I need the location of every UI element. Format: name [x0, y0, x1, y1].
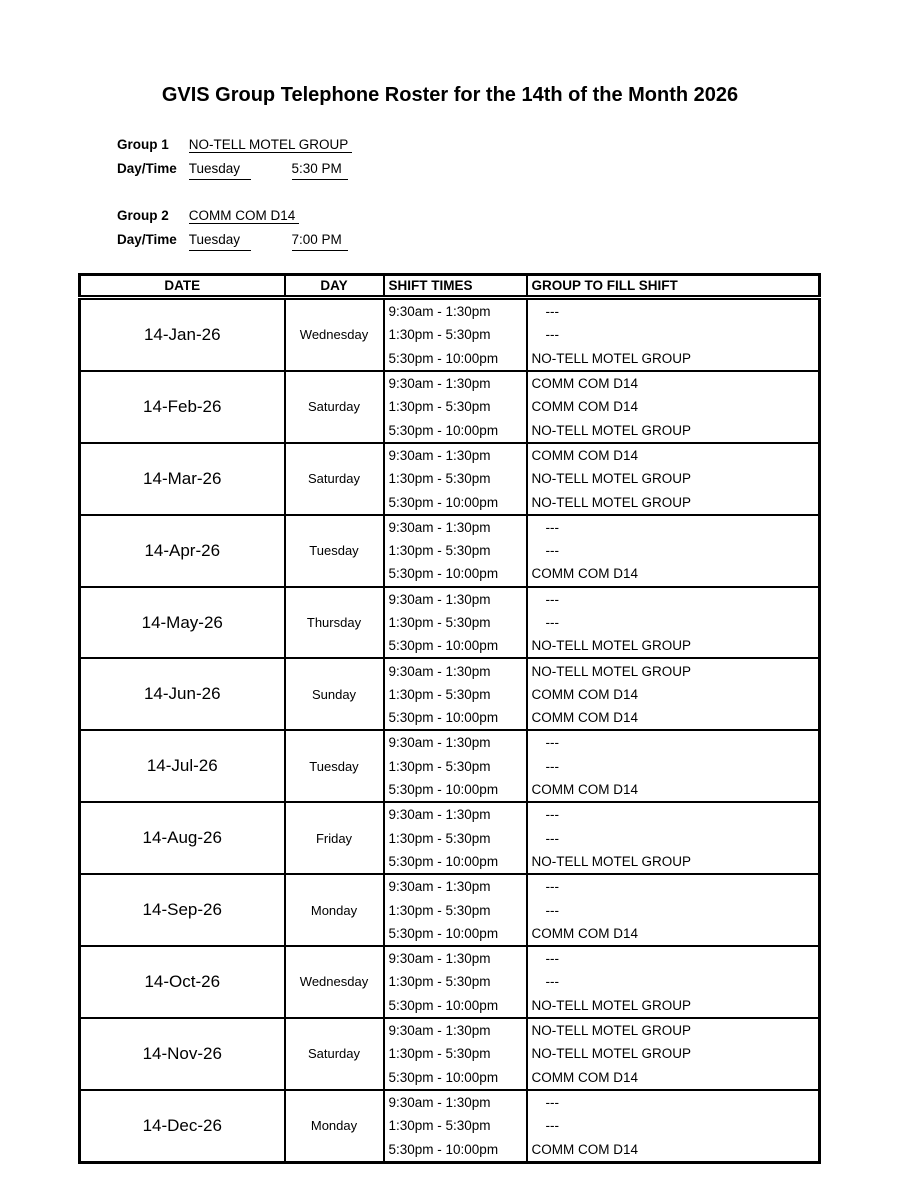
group-assignment: --- — [545, 758, 559, 774]
roster-row — [80, 658, 820, 730]
group-assignment: --- — [545, 304, 559, 320]
group-assignment: COMM COM D14 — [531, 782, 639, 798]
group-assignment: NO-TELL MOTEL GROUP — [531, 494, 692, 510]
group-assignment: COMM COM D14 — [531, 925, 639, 941]
date-cell: 14-Mar-26 — [80, 443, 285, 515]
group-2-time: 7:00 PM — [292, 230, 348, 251]
shift-time: 5:30pm - 10:00pm — [388, 638, 499, 654]
group-fill-cell — [527, 946, 820, 1018]
group-assignment: --- — [545, 879, 559, 895]
shift-time: 5:30pm - 10:00pm — [388, 422, 499, 438]
group-assignment: --- — [545, 519, 559, 535]
group-fill-cell — [527, 371, 820, 443]
shift-times-cell — [384, 371, 527, 443]
header-group-to-fill: GROUP TO FILL SHIFT — [527, 275, 820, 298]
shift-time: 9:30am - 1:30pm — [388, 807, 491, 823]
shift-time: 1:30pm - 5:30pm — [388, 830, 491, 846]
shift-time: 9:30am - 1:30pm — [388, 376, 491, 392]
shift-time: 9:30am - 1:30pm — [388, 1023, 491, 1039]
roster-row — [80, 730, 820, 802]
shift-time: 1:30pm - 5:30pm — [388, 327, 491, 343]
day-cell: Sunday — [285, 658, 384, 730]
group-assignment: --- — [545, 1118, 559, 1134]
group-assignment: --- — [545, 902, 559, 918]
roster-table-body — [80, 298, 820, 1163]
date-cell: 14-Feb-26 — [80, 371, 285, 443]
group-assignment: COMM COM D14 — [531, 1141, 639, 1157]
date-cell: 14-Nov-26 — [80, 1018, 285, 1090]
group-1-time: 5:30 PM — [292, 159, 348, 180]
shift-time: 5:30pm - 10:00pm — [388, 1069, 499, 1085]
roster-row — [80, 515, 820, 587]
group-1-name: NO-TELL MOTEL GROUP — [189, 137, 353, 153]
group-assignment: COMM COM D14 — [531, 566, 639, 582]
shift-time: 9:30am - 1:30pm — [388, 304, 491, 320]
shift-time: 1:30pm - 5:30pm — [388, 1046, 491, 1062]
shift-times-cell — [384, 658, 527, 730]
group-1-block — [117, 135, 900, 182]
date-cell: 14-Jan-26 — [80, 298, 285, 371]
day-cell: Wednesday — [285, 946, 384, 1018]
group-assignment: --- — [545, 327, 559, 343]
shift-time: 9:30am - 1:30pm — [388, 951, 491, 967]
group-assignment: --- — [545, 591, 559, 607]
group-2-name: COMM COM D14 — [189, 208, 300, 224]
group-assignment: COMM COM D14 — [531, 376, 639, 392]
day-cell: Saturday — [285, 443, 384, 515]
shift-time: 5:30pm - 10:00pm — [388, 1141, 499, 1157]
roster-row — [80, 1018, 820, 1090]
header-shift-times: SHIFT TIMES — [384, 275, 527, 298]
date-cell: 14-Dec-26 — [80, 1090, 285, 1162]
day-cell: Wednesday — [285, 298, 384, 371]
header-date: DATE — [80, 275, 285, 298]
shift-time: 1:30pm - 5:30pm — [388, 615, 491, 630]
roster-row — [80, 298, 820, 371]
group-assignment: COMM COM D14 — [531, 399, 639, 415]
shift-time: 5:30pm - 10:00pm — [388, 494, 499, 510]
group-fill-cell — [527, 730, 820, 802]
group-1-day: Tuesday — [189, 159, 251, 180]
shift-time: 5:30pm - 10:00pm — [388, 853, 499, 869]
group-fill-cell — [527, 1018, 820, 1090]
date-cell: 14-Jun-26 — [80, 658, 285, 730]
shift-time: 1:30pm - 5:30pm — [388, 686, 491, 702]
group-assignment: --- — [545, 807, 559, 823]
shift-time: 1:30pm - 5:30pm — [388, 471, 491, 487]
shift-time: 5:30pm - 10:00pm — [388, 782, 499, 798]
group-assignment: NO-TELL MOTEL GROUP — [531, 350, 692, 366]
roster-row — [80, 371, 820, 443]
shift-times-cell — [384, 730, 527, 802]
shift-times-cell — [384, 443, 527, 515]
shift-time: 1:30pm - 5:30pm — [388, 1118, 491, 1134]
group-2-day: Tuesday — [189, 230, 251, 251]
shift-times-cell — [384, 515, 527, 587]
shift-time: 1:30pm - 5:30pm — [388, 974, 491, 990]
roster-row — [80, 1090, 820, 1162]
shift-time: 5:30pm - 10:00pm — [388, 997, 499, 1013]
shift-time: 5:30pm - 10:00pm — [388, 350, 499, 366]
group-assignment: --- — [545, 974, 559, 990]
group-assignment: COMM COM D14 — [531, 447, 639, 463]
group-2-daytime-label: Day/Time — [117, 231, 177, 247]
date-cell: 14-Sep-26 — [80, 874, 285, 946]
group-fill-cell — [527, 1090, 820, 1162]
shift-time: 9:30am - 1:30pm — [388, 1094, 491, 1110]
shift-time: 9:30am - 1:30pm — [388, 447, 491, 463]
roster-row — [80, 946, 820, 1018]
group-2-name-line — [117, 206, 900, 230]
roster-row — [80, 874, 820, 946]
group-assignment: --- — [545, 735, 559, 751]
header-day: DAY — [285, 275, 384, 298]
group-assignment: --- — [545, 543, 559, 559]
group-fill-cell — [527, 802, 820, 874]
group-assignment: COMM COM D14 — [531, 686, 639, 702]
roster-table — [78, 273, 821, 1164]
page-title: GVIS Group Telephone Roster for the 14th of the Month 2026 — [161, 84, 739, 106]
date-cell: 14-Apr-26 — [80, 515, 285, 587]
shift-time: 5:30pm - 10:00pm — [388, 925, 499, 941]
group-assignment: --- — [545, 830, 559, 846]
roster-row — [80, 443, 820, 515]
group-2-label: Group 2 — [117, 208, 169, 223]
group-assignment: --- — [545, 951, 559, 967]
date-cell: 14-Oct-26 — [80, 946, 285, 1018]
shift-times-cell — [384, 874, 527, 946]
group-fill-cell — [527, 298, 820, 371]
shift-times-cell — [384, 802, 527, 874]
day-cell: Tuesday — [285, 730, 384, 802]
shift-times-cell — [384, 298, 527, 371]
shift-time: 9:30am - 1:30pm — [388, 879, 491, 895]
day-cell: Monday — [285, 1090, 384, 1162]
day-cell: Saturday — [285, 371, 384, 443]
date-cell: 14-May-26 — [80, 587, 285, 659]
date-cell: 14-Jul-26 — [80, 730, 285, 802]
day-cell: Friday — [285, 802, 384, 874]
group-assignment: NO-TELL MOTEL GROUP — [531, 1046, 692, 1062]
shift-time: 9:30am - 1:30pm — [388, 519, 491, 535]
roster-row — [80, 587, 820, 659]
shift-times-cell — [384, 587, 527, 659]
shift-time: 1:30pm - 5:30pm — [388, 399, 491, 415]
day-cell: Thursday — [285, 587, 384, 659]
group-assignment: NO-TELL MOTEL GROUP — [531, 853, 692, 869]
shift-time: 5:30pm - 10:00pm — [388, 710, 499, 726]
group-assignment: NO-TELL MOTEL GROUP — [531, 663, 692, 679]
shift-time: 9:30am - 1:30pm — [388, 663, 491, 679]
group-2-block — [117, 206, 900, 253]
day-cell: Monday — [285, 874, 384, 946]
group-fill-cell — [527, 874, 820, 946]
group-1-daytime-label: Day/Time — [117, 160, 177, 176]
group-1-name-line — [117, 135, 900, 159]
group-1-label: Group 1 — [117, 137, 169, 152]
shift-times-cell — [384, 946, 527, 1018]
group-assignment: NO-TELL MOTEL GROUP — [531, 422, 692, 438]
group-fill-cell — [527, 658, 820, 730]
day-cell: Saturday — [285, 1018, 384, 1090]
group-fill-cell — [527, 515, 820, 587]
group-assignment: COMM COM D14 — [531, 710, 639, 726]
shift-times-cell — [384, 1090, 527, 1162]
roster-row — [80, 802, 820, 874]
shift-time: 1:30pm - 5:30pm — [388, 543, 491, 559]
group-assignment: COMM COM D14 — [531, 1069, 639, 1085]
shift-time: 1:30pm - 5:30pm — [388, 758, 491, 774]
date-cell: 14-Aug-26 — [80, 802, 285, 874]
group-assignment: NO-TELL MOTEL GROUP — [531, 638, 692, 654]
day-cell: Tuesday — [285, 515, 384, 587]
group-fill-cell — [527, 587, 820, 659]
group-fill-cell — [527, 443, 820, 515]
group-assignment: NO-TELL MOTEL GROUP — [531, 471, 692, 487]
shift-time: 9:30am - 1:30pm — [388, 591, 491, 607]
group-assignment: NO-TELL MOTEL GROUP — [531, 1023, 692, 1039]
roster-header-row — [80, 275, 820, 298]
shift-time: 9:30am - 1:30pm — [388, 735, 491, 751]
shift-time: 1:30pm - 5:30pm — [388, 902, 491, 918]
shift-time: 5:30pm - 10:00pm — [388, 566, 499, 582]
group-1-daytime-line — [117, 159, 900, 183]
group-2-daytime-line — [117, 230, 900, 254]
group-assignment: --- — [545, 615, 559, 630]
group-assignment: --- — [545, 1094, 559, 1110]
shift-times-cell — [384, 1018, 527, 1090]
group-assignment: NO-TELL MOTEL GROUP — [531, 997, 692, 1013]
